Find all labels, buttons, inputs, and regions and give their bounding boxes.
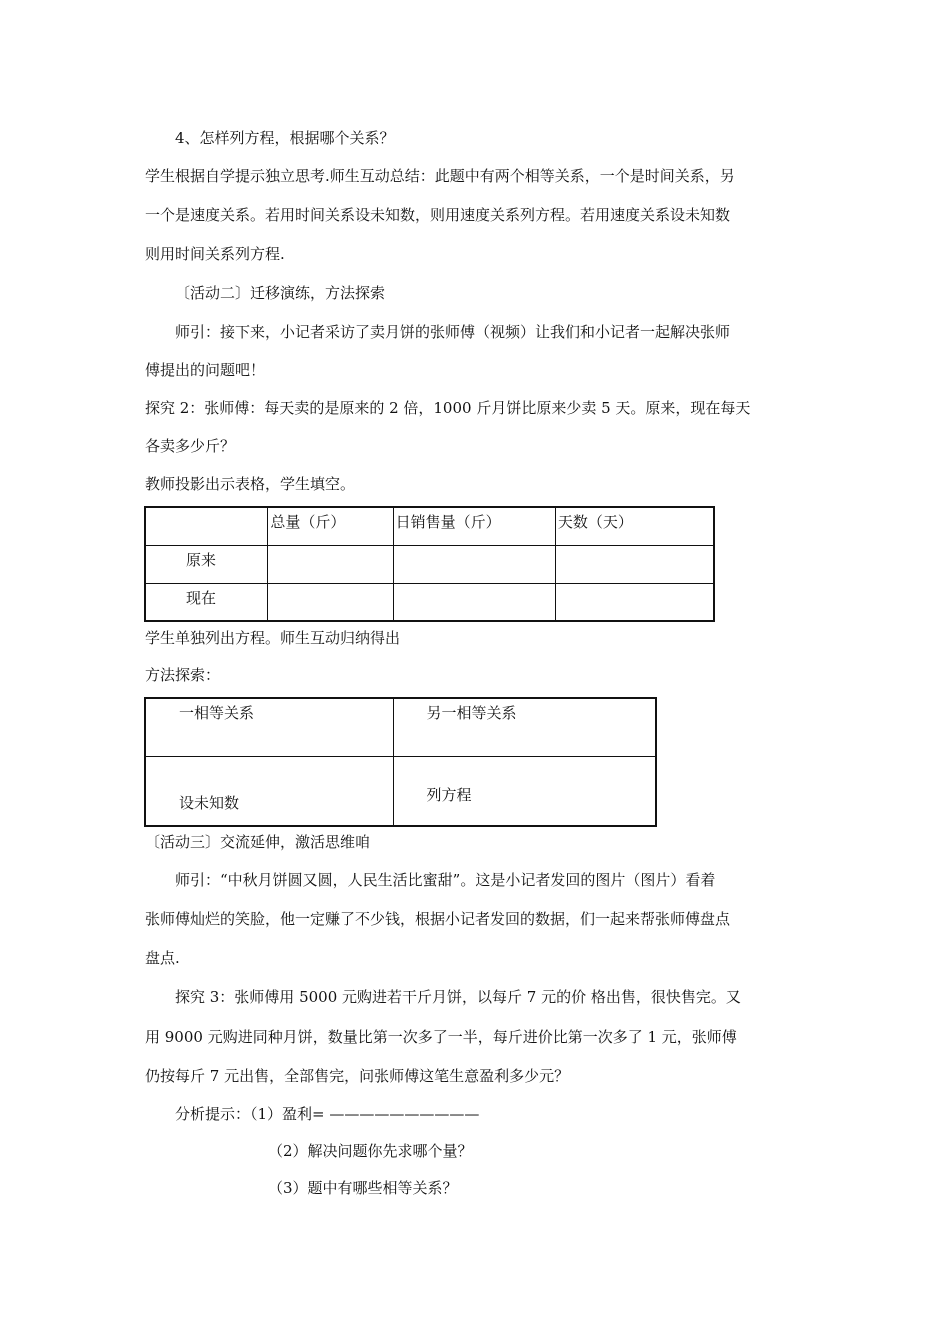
activity-3-heading: 〔活动三〕交流延伸，激活思维咱	[145, 833, 371, 851]
sales-table-cell	[555, 545, 714, 583]
teacher-intro-3-line3: 盘点.	[145, 949, 180, 967]
method-table	[144, 697, 657, 827]
sales-table-cell	[268, 545, 393, 583]
question-4: 4、怎样列方程，根据哪个关系？	[175, 129, 395, 147]
exploration-3-line2: 用 9000 元购进同种月饼，数量比第一次多了一半，每斤进价比第一次多了 1 元，张师傅	[145, 1028, 737, 1046]
sales-table-cell	[393, 583, 555, 621]
method-table-set-unknown: 设未知数	[145, 756, 393, 826]
exploration-3-line3: 仍按每斤 7 元出售，全部售完，问张师傅这笔生意盈利多少元？	[145, 1067, 570, 1085]
sales-table-row-label-now: 现在	[145, 583, 268, 621]
exploration-2-line1: 探究 2：张师傅：每天卖的是原来的 2 倍，1000 斤月饼比原来少卖 5 天。原来，现在每天	[145, 399, 751, 417]
sales-table-header-daily: 日销售量（斤）	[393, 507, 555, 545]
exploration-2-line2: 各卖多少斤？	[145, 437, 236, 455]
sales-table-cell	[268, 583, 393, 621]
teacher-intro-2-line1: 师引：接下来，小记者采访了卖月饼的张师傅（视频）让我们和小记者一起解决张师	[175, 323, 731, 341]
sales-table-header-days: 天数（天）	[555, 507, 714, 545]
sales-table-cell	[393, 545, 555, 583]
paragraph-summary-line1: 学生根据自学提示独立思考.师生互动总结：此题中有两个相等关系，一个是时间关系，另	[145, 167, 735, 185]
method-explore-label: 方法探索：	[145, 666, 221, 684]
analysis-hint-1: 分析提示：（1）盈利= ——————————	[175, 1105, 480, 1123]
exploration-3-line1: 探究 3：张师傅用 5000 元购进若干斤月饼，以每斤 7 元的价 格出售，很快售完。又	[175, 988, 741, 1006]
sales-table-header-total: 总量（斤）	[268, 507, 393, 545]
teacher-intro-3-line1: 师引：“中秋月饼圆又圆，人民生活比蜜甜”。这是小记者发回的图片（图片）看着	[175, 871, 716, 889]
method-table-other-relation: 另一相等关系	[393, 698, 656, 756]
teacher-intro-3-line2: 张师傅灿烂的笑脸，他一定赚了不少钱，根据小记者发回的数据，们一起来帮张师傅盘点	[145, 910, 731, 928]
activity-2-heading: 〔活动二〕迁移演练，方法探索	[175, 284, 386, 302]
analysis-hint-3: （3）题中有哪些相等关系？	[268, 1179, 458, 1197]
paragraph-summary-line2: 一个是速度关系。若用时间关系设未知数，则用速度关系列方程。若用速度关系设未知数	[145, 206, 731, 224]
method-table-write-equation: 列方程	[393, 756, 656, 826]
paragraph-summary-line3: 则用时间关系列方程.	[145, 245, 285, 263]
sales-table	[144, 506, 715, 622]
teacher-projection-note: 教师投影出示表格，学生填空。	[145, 475, 356, 493]
analysis-hint-2: （2）解决问题你先求哪个量？	[268, 1142, 473, 1160]
teacher-intro-2-line2: 傅提出的问题吧！	[145, 361, 266, 379]
student-equation-note: 学生单独列出方程。师生互动归纳得出	[145, 629, 401, 647]
sales-table-cell	[555, 583, 714, 621]
sales-table-row-label-original: 原来	[145, 545, 268, 583]
sales-table-corner	[145, 507, 268, 545]
method-table-equal-relation: 一相等关系	[145, 698, 393, 756]
